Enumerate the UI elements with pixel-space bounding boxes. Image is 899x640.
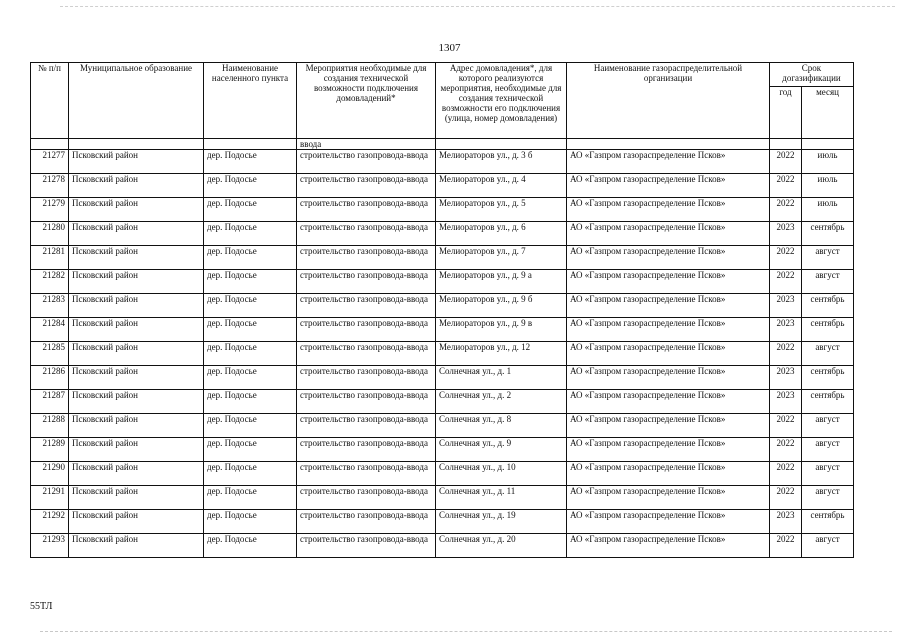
cell-address: Мелиораторов ул., д. 5 — [436, 198, 567, 222]
cell-locality: дер. Подосье — [204, 462, 297, 486]
header-address: Адрес домовладения*, для которого реализуются мероприятия, необходимые для создания технической возможности его подключения (улица, номер домовладения) — [436, 63, 567, 139]
cell-event: строительство газопровода-ввода — [297, 318, 436, 342]
cell-year: 2023 — [770, 294, 802, 318]
cell-municipality: Псковский район — [69, 270, 204, 294]
cell-address: Мелиораторов ул., д. 9 в — [436, 318, 567, 342]
cell-year: 2023 — [770, 222, 802, 246]
cell-locality: дер. Подосье — [204, 510, 297, 534]
cell-event: строительство газопровода-ввода — [297, 150, 436, 174]
cell-event: строительство газопровода-ввода — [297, 174, 436, 198]
table-body — [31, 139, 854, 558]
cell-locality: дер. Подосье — [204, 534, 297, 558]
cell-locality: дер. Подосье — [204, 366, 297, 390]
cell-year: 2022 — [770, 414, 802, 438]
cell-address: Мелиораторов ул., д. 9 б — [436, 294, 567, 318]
cell-num: 21284 — [31, 318, 69, 342]
cell-organization: АО «Газпром газораспределение Псков» — [567, 510, 770, 534]
cell-event: строительство газопровода-ввода — [297, 414, 436, 438]
cell-month: сентябрь — [802, 366, 854, 390]
cell-organization: АО «Газпром газораспределение Псков» — [567, 534, 770, 558]
cell-locality: дер. Подосье — [204, 174, 297, 198]
header-event: Мероприятия необходимые для создания технической возможности подключения домовладений* — [297, 63, 436, 139]
cell-month: август — [802, 462, 854, 486]
cell-year: 2023 — [770, 510, 802, 534]
gasification-table — [30, 62, 854, 558]
cell-num: 21278 — [31, 174, 69, 198]
cell-address: Солнечная ул., д. 20 — [436, 534, 567, 558]
cell-locality: дер. Подосье — [204, 270, 297, 294]
cell-municipality: Псковский район — [69, 366, 204, 390]
cell-year: 2022 — [770, 486, 802, 510]
continuation-text: ввода — [297, 139, 436, 150]
header-municipality: Муниципальное образование — [69, 63, 204, 139]
table-row — [31, 414, 854, 438]
cell-address: Солнечная ул., д. 8 — [436, 414, 567, 438]
cell-event: строительство газопровода-ввода — [297, 366, 436, 390]
cell-organization: АО «Газпром газораспределение Псков» — [567, 342, 770, 366]
cell-year: 2022 — [770, 462, 802, 486]
cell-num: 21289 — [31, 438, 69, 462]
header-year: год — [770, 87, 802, 139]
cell-municipality: Псковский район — [69, 486, 204, 510]
cell-event: строительство газопровода-ввода — [297, 390, 436, 414]
cell-locality: дер. Подосье — [204, 150, 297, 174]
header-organization: Наименование газораспределительной организации — [567, 63, 770, 139]
cell-municipality: Псковский район — [69, 438, 204, 462]
cell-event: строительство газопровода-ввода — [297, 246, 436, 270]
cell-month: август — [802, 270, 854, 294]
table-row — [31, 318, 854, 342]
cell-num: 21290 — [31, 462, 69, 486]
header-deadline: Срок догазификации — [770, 63, 854, 87]
scan-edge-bottom — [40, 631, 892, 632]
cell-month: август — [802, 534, 854, 558]
cell-locality: дер. Подосье — [204, 342, 297, 366]
cell-organization: АО «Газпром газораспределение Псков» — [567, 318, 770, 342]
cell-year: 2022 — [770, 342, 802, 366]
cell-locality: дер. Подосье — [204, 438, 297, 462]
cell-municipality: Псковский район — [69, 342, 204, 366]
table-row — [31, 150, 854, 174]
cell-locality: дер. Подосье — [204, 198, 297, 222]
table-row — [31, 486, 854, 510]
cell-organization: АО «Газпром газораспределение Псков» — [567, 246, 770, 270]
cell-municipality: Псковский район — [69, 318, 204, 342]
cell-num: 21288 — [31, 414, 69, 438]
cell-month: июль — [802, 198, 854, 222]
cell-organization: АО «Газпром газораспределение Псков» — [567, 462, 770, 486]
cell-num: 21282 — [31, 270, 69, 294]
cell-event: строительство газопровода-ввода — [297, 294, 436, 318]
cell-num: 21280 — [31, 222, 69, 246]
cell-month: сентябрь — [802, 294, 854, 318]
header-locality: Наименование населенного пункта — [204, 63, 297, 139]
table-row — [31, 174, 854, 198]
cell-num: 21281 — [31, 246, 69, 270]
cell-event: строительство газопровода-ввода — [297, 510, 436, 534]
cell-locality: дер. Подосье — [204, 246, 297, 270]
cell-year: 2022 — [770, 438, 802, 462]
cell-municipality: Псковский район — [69, 414, 204, 438]
cell-address: Солнечная ул., д. 9 — [436, 438, 567, 462]
cell-month: август — [802, 342, 854, 366]
table-row — [31, 366, 854, 390]
cell-event: строительство газопровода-ввода — [297, 534, 436, 558]
cell-month: август — [802, 246, 854, 270]
cell-month: сентябрь — [802, 318, 854, 342]
cell-month: сентябрь — [802, 390, 854, 414]
cell-year: 2022 — [770, 198, 802, 222]
cell-address: Солнечная ул., д. 2 — [436, 390, 567, 414]
cell-municipality: Псковский район — [69, 510, 204, 534]
cell-organization: АО «Газпром газораспределение Псков» — [567, 390, 770, 414]
table-row — [31, 534, 854, 558]
cell-year: 2022 — [770, 246, 802, 270]
cell-locality: дер. Подосье — [204, 318, 297, 342]
cell-address: Мелиораторов ул., д. 6 — [436, 222, 567, 246]
cell-year: 2023 — [770, 390, 802, 414]
cell-num: 21285 — [31, 342, 69, 366]
cell-locality: дер. Подосье — [204, 486, 297, 510]
page-number: 1307 — [438, 42, 461, 54]
cell-year: 2023 — [770, 318, 802, 342]
cell-organization: АО «Газпром газораспределение Псков» — [567, 486, 770, 510]
cell-address: Мелиораторов ул., д. 4 — [436, 174, 567, 198]
cell-month: июль — [802, 150, 854, 174]
cell-num: 21292 — [31, 510, 69, 534]
cell-event: строительство газопровода-ввода — [297, 270, 436, 294]
cell-event: строительство газопровода-ввода — [297, 222, 436, 246]
cell-event: строительство газопровода-ввода — [297, 486, 436, 510]
cell-municipality: Псковский район — [69, 246, 204, 270]
cell-municipality: Псковский район — [69, 150, 204, 174]
cell-event: строительство газопровода-ввода — [297, 198, 436, 222]
cell-address: Мелиораторов ул., д. 7 — [436, 246, 567, 270]
cell-organization: АО «Газпром газораспределение Псков» — [567, 294, 770, 318]
cell-event: строительство газопровода-ввода — [297, 438, 436, 462]
cell-organization: АО «Газпром газораспределение Псков» — [567, 150, 770, 174]
cell-address: Мелиораторов ул., д. 3 б — [436, 150, 567, 174]
cell-num: 21291 — [31, 486, 69, 510]
cell-month: август — [802, 414, 854, 438]
cell-event: строительство газопровода-ввода — [297, 462, 436, 486]
cell-num: 21277 — [31, 150, 69, 174]
table-row — [31, 294, 854, 318]
cell-municipality: Псковский район — [69, 222, 204, 246]
table-row — [31, 462, 854, 486]
cell-municipality: Псковский район — [69, 198, 204, 222]
cell-organization: АО «Газпром газораспределение Псков» — [567, 222, 770, 246]
cell-year: 2023 — [770, 366, 802, 390]
cell-num: 21293 — [31, 534, 69, 558]
cell-organization: АО «Газпром газораспределение Псков» — [567, 438, 770, 462]
cell-organization: АО «Газпром газораспределение Псков» — [567, 174, 770, 198]
cell-locality: дер. Подосье — [204, 390, 297, 414]
cell-num: 21286 — [31, 366, 69, 390]
cell-address: Солнечная ул., д. 1 — [436, 366, 567, 390]
table-row — [31, 510, 854, 534]
table-row — [31, 246, 854, 270]
cell-num: 21283 — [31, 294, 69, 318]
cell-year: 2022 — [770, 174, 802, 198]
cell-organization: АО «Газпром газораспределение Псков» — [567, 198, 770, 222]
cell-address: Солнечная ул., д. 11 — [436, 486, 567, 510]
cell-month: сентябрь — [802, 222, 854, 246]
table-row — [31, 438, 854, 462]
cell-address: Солнечная ул., д. 19 — [436, 510, 567, 534]
cell-address: Мелиораторов ул., д. 12 — [436, 342, 567, 366]
cell-municipality: Псковский район — [69, 174, 204, 198]
cell-address: Солнечная ул., д. 10 — [436, 462, 567, 486]
cell-year: 2022 — [770, 270, 802, 294]
cell-municipality: Псковский район — [69, 390, 204, 414]
cell-month: август — [802, 486, 854, 510]
cell-municipality: Псковский район — [69, 462, 204, 486]
table-row — [31, 390, 854, 414]
cell-num: 21287 — [31, 390, 69, 414]
cell-month: сентябрь — [802, 510, 854, 534]
cell-locality: дер. Подосье — [204, 414, 297, 438]
table-row — [31, 198, 854, 222]
cell-locality: дер. Подосье — [204, 222, 297, 246]
cell-organization: АО «Газпром газораспределение Псков» — [567, 270, 770, 294]
cell-year: 2022 — [770, 534, 802, 558]
continuation-row — [31, 139, 854, 150]
cell-month: июль — [802, 174, 854, 198]
scan-edge-top — [60, 6, 895, 7]
table-row — [31, 342, 854, 366]
header-num: № п/п — [31, 63, 69, 139]
cell-organization: АО «Газпром газораспределение Псков» — [567, 366, 770, 390]
cell-address: Мелиораторов ул., д. 9 а — [436, 270, 567, 294]
cell-organization: АО «Газпром газораспределение Псков» — [567, 414, 770, 438]
cell-municipality: Псковский район — [69, 534, 204, 558]
cell-year: 2022 — [770, 150, 802, 174]
footer-code: 55ТЛ — [30, 601, 53, 612]
table-row — [31, 270, 854, 294]
table-row — [31, 222, 854, 246]
cell-event: строительство газопровода-ввода — [297, 342, 436, 366]
cell-month: август — [802, 438, 854, 462]
cell-num: 21279 — [31, 198, 69, 222]
cell-municipality: Псковский район — [69, 294, 204, 318]
header-month: месяц — [802, 87, 854, 139]
cell-locality: дер. Подосье — [204, 294, 297, 318]
